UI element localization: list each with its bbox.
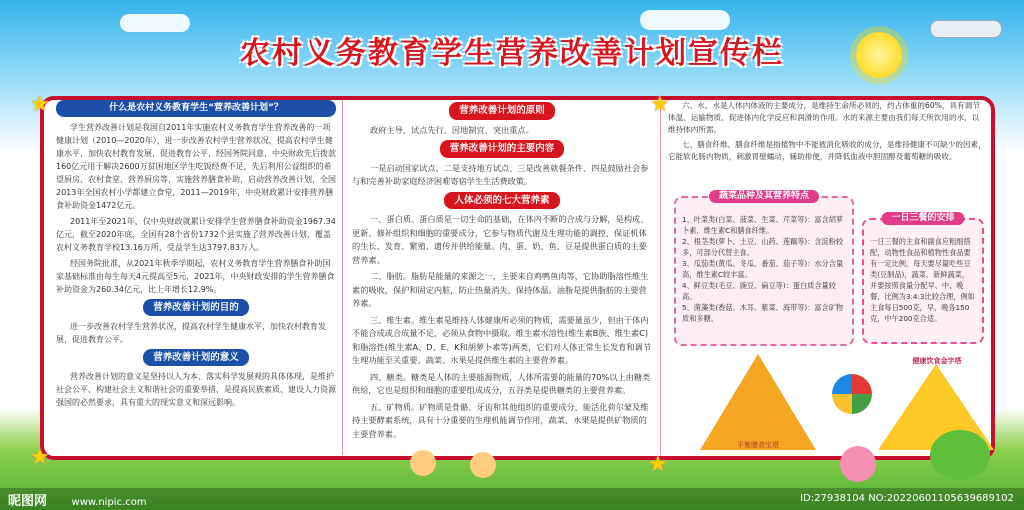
site-name: 昵图网 www.nipic.com <box>8 494 147 509</box>
watermark-footer <box>0 488 1024 510</box>
left-column <box>56 100 336 412</box>
what-is-heading: 什么是农村义务教育学生“营养改善计划”？ <box>56 100 336 117</box>
child-figure-icon <box>470 452 496 478</box>
vegetable-item: 1、叶菜类(白菜、菠菜、生菜、芹菜等)：富含胡萝卜素、维生素C和膳食纤维。 <box>682 215 844 235</box>
site-url: www.nipic.com <box>71 497 147 508</box>
nutrient-item: 一、蛋白质。蛋白质是一切生命的基础，在体内不断的合成与分解，是构成、更新、修补组织和细胞的重要成分，它参与物质代谢及生理功能的调控，保证机体的生长、发育、繁殖、遗传并供给能量。肉、蛋、奶、鱼、豆是提供蛋白质的主要营养素。 <box>352 214 649 265</box>
tree-icon <box>840 446 876 482</box>
star-icon: ★ <box>650 92 670 117</box>
star-icon: ★ <box>30 92 50 117</box>
image-id: ID:27938104 NO:20220601105639689102 <box>800 493 1014 504</box>
food-pyramid-label: 平衡膳食宝塔 <box>737 441 779 449</box>
board-title: 农村义务教育学生营养改善计划宣传栏 <box>240 36 784 71</box>
child-figure-icon <box>410 450 436 476</box>
fiber-text: 七、膳食纤维。膳食纤维是指植物中不能被消化吸收的成分，是维持健康不可缺少的因素，它能软化肠内物质，刺激胃壁蠕动，辅助排便，并降低血液中胆固醇及葡萄糖的吸收。 <box>668 140 986 161</box>
cloud <box>640 10 730 30</box>
column-divider <box>342 100 343 455</box>
nutrient-item: 二、脂肪。脂肪是能量的来源之一，主要来自鸡鸭鱼肉等，它协助脂溶性维生素的吸收，保护和固定内脏，防止热量消失，保持体温。油脂是提供脂肪的主要营养素。 <box>352 271 649 308</box>
vegetable-item: 2、根茎类(萝卜、土豆、山药、莲藕等)：含淀粉较多，可部分代替主食。 <box>682 237 844 257</box>
nutrients-heading: 人体必须的七大营养素 <box>444 192 559 210</box>
content-heading: 营养改善计划的主要内容 <box>440 140 565 158</box>
meals-text: 一日三餐的主食和副食应粗细搭配，动物性食品和植物性食品要有一定比例，每天要尽量吃些豆类(豆制品)，蔬菜、新鲜蔬菜，并要按照食量分配早、中、晚餐，比例为3:4:3比较合理，例如主食每日500克，早、晚各150克，中午200克合适。 <box>870 237 975 323</box>
vegetable-item: 3、瓜茄类(黄瓜、冬瓜、番茄、茄子等)：水分含量高，维生素C较丰富。 <box>682 259 844 279</box>
purpose-text: 进一步改善农村学生营养状况，提高农村学生健康水平，加快农村教育发展，促进教育公平。 <box>56 322 326 344</box>
health-pyramid-label: 健康饮食金字塔 <box>912 357 962 365</box>
star-icon: ★ <box>648 452 668 477</box>
middle-column <box>352 100 652 444</box>
content-text: 一是启动国家试点、二是支持地方试点、三是改善就餐条件、四是鼓励社会参与和完善补助家庭经济困难寄宿学生生活费政策。 <box>352 162 649 186</box>
nutrient-item: 四、糖类。糖类是人体的主要能源物质，人体所需要的能量的70%以上由糖类供给，它也是组织和细胞的重要组成成分，五谷类是提供糖类的主要营养素。 <box>352 371 651 395</box>
plate-chart-icon <box>832 374 872 414</box>
food-pyramid-graphic <box>700 354 816 450</box>
left-paragraph: 学生营养改善计划是我国自2011年实施农村义务教育学生营养改善的一项健康计划（2010—2020年），进一步改善农村学生营养状况，提高农村学生健康水平，加快农村教育发展，促进教育公平，经国务院同意，中央财政先后拨款160亿元用于解决2600万贫困地区学生吃饭经费不足，先后利用公益组织的希望厨房、农村食堂、营养厨房等，实施营养膳食补助，启动营养改善计划，全国2013年全国农村小学都建立食堂，2011—2019年，中央财政累计安排营养膳食补助资金1472亿元。 <box>56 123 336 210</box>
nutrient-item: 五、矿物质。矿物质是骨骼、牙齿和其他组织的重要成分，能活化荷尔蒙及维持主要酵素系统，具有十分重要的生理机能调节作用，蔬菜、水果是提供矿物质的主要营养素。 <box>352 401 649 439</box>
vegetable-card <box>674 191 854 346</box>
meaning-heading: 营养改善计划的意义 <box>143 349 249 366</box>
right-column <box>668 100 986 166</box>
left-paragraph: 经国务院批准，从2021年秋季学期起，农村义务教育学生营养膳食补助国家基础标准由每生每天4元提高至5元，2021年，中央财政安排的学生营养膳食补助资金为260.34亿元，比上年增长12.9%。 <box>56 259 335 294</box>
meals-card-title: 一日三餐的安排 <box>881 212 964 225</box>
principle-text: 政府主导、试点先行、因地制宜、突出重点。 <box>370 124 534 135</box>
star-icon: ★ <box>30 445 50 470</box>
vegetable-item: 5、菌藻类(香菇、木耳、紫菜、海带等)：富含矿物质和多糖。 <box>682 303 844 323</box>
water-text: 六、水。水是人体内体液的主要成分，是维持生命所必须的，约占体重的60%，具有调节体温、运输物质、促进体内化学反应和润滑的作用。水的来源主要由我们每天所饮用的水，以维持体内所需。 <box>668 101 980 134</box>
column-divider <box>660 100 661 455</box>
meals-card <box>862 213 984 344</box>
vegetable-item: 4、鲜豆类(毛豆、豌豆、扁豆等)：蛋白质含量较高。 <box>682 281 836 301</box>
nutrient-item: 三、维生素。维生素是维持人体健康所必须的物质，需要量虽少，但由于体内不能合成或合成量不足，必须从食物中摄取。维生素水溶性(维生素B族、维生素C)和脂溶性(维生素A、D、E、K和胡萝卜素等)两类，它们对人体正常生长发育和调节生理功能至关重要。蔬菜、水果是提供维生素的主要营养素。 <box>352 314 652 365</box>
principle-heading: 营养改善计划的原则 <box>449 102 555 120</box>
meaning-text: 营养改善计划的意义是坚持以人为本、落实科学发展观的具体体现，是维护社会公平、构建社会主义和谐社会的重要举措，是提高民族素质、建设人力资源强国的必然要求，具有重大的现实意义和深远影响。 <box>56 372 336 407</box>
purpose-heading: 营养改善计划的目的 <box>143 299 249 316</box>
left-paragraph: 2011年至2021年，仅中央财政就累计安排学生营养膳食补助资金1967.34亿元，截至2020年底，全国有28个省份1732个县实施了营养改善计划，覆盖农村义务教育学校13.16万所，受益学生达3797.83万人。 <box>56 217 336 252</box>
vegetable-card-title: 蔬菜品种及其营养特点 <box>709 190 819 203</box>
tree-icon <box>930 430 990 480</box>
